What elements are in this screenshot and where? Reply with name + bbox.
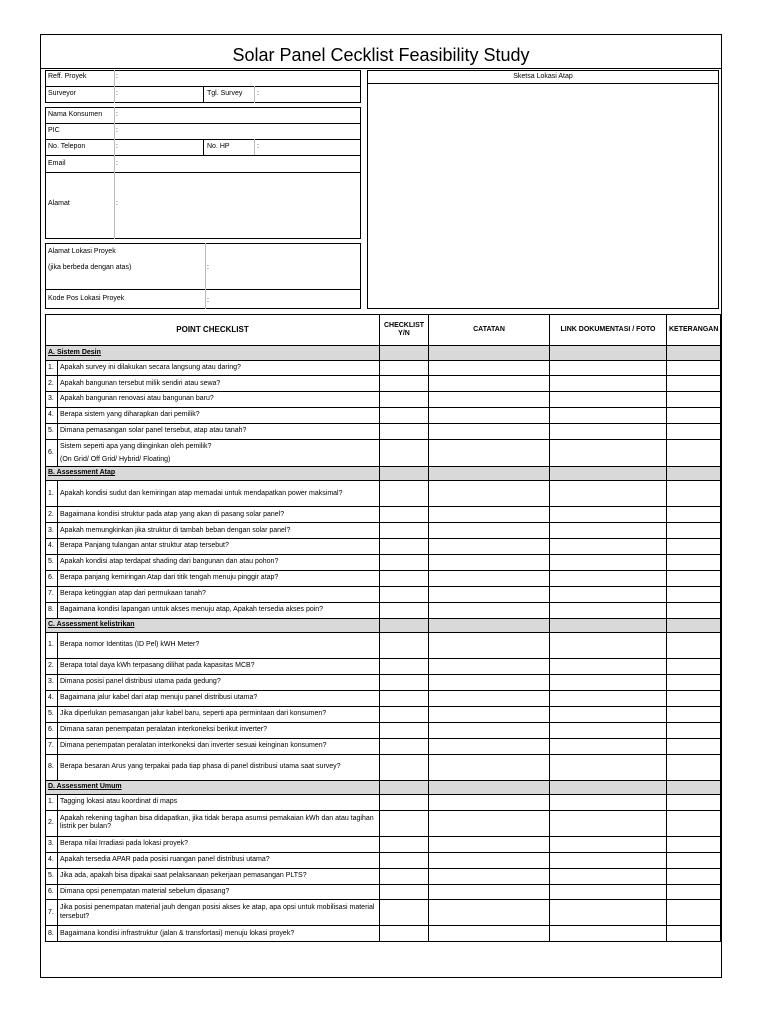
kode-pos-field[interactable]	[212, 290, 358, 308]
checklist-row	[46, 706, 721, 722]
item-number: 3.	[46, 392, 58, 408]
catatan-cell[interactable]	[429, 376, 550, 392]
item-number: 5.	[46, 706, 58, 722]
link-dokumentasi-cell[interactable]	[550, 507, 667, 523]
section-title: D. Assessment Umum	[46, 780, 380, 795]
item-number: 5.	[46, 868, 58, 884]
item-number: 1.	[46, 795, 58, 811]
form-title: Solar Panel Cecklist Feasibility Study	[232, 45, 530, 65]
checklist-yn-cell[interactable]	[380, 754, 429, 780]
catatan-cell[interactable]	[429, 884, 550, 900]
catatan-cell[interactable]	[429, 392, 550, 408]
link-dokumentasi-header: LINK DOKUMENTASI / FOTO	[550, 315, 667, 346]
alamat-lokasi-note: (jika berbeda dengan atas)	[48, 264, 132, 271]
item-question: Apakah memungkinkan jika struktur di tambah beban dengan solar panel?	[58, 523, 380, 539]
checklist-table	[45, 314, 721, 942]
keterangan-cell[interactable]	[667, 675, 721, 691]
checklist-row	[46, 481, 721, 507]
keterangan-cell[interactable]	[667, 738, 721, 754]
checklist-yn-cell[interactable]	[380, 360, 429, 376]
checklist-row	[46, 884, 721, 900]
link-dokumentasi-cell[interactable]	[550, 659, 667, 675]
checklist-yn-cell[interactable]	[380, 926, 429, 942]
catatan-cell[interactable]	[429, 722, 550, 738]
catatan-cell[interactable]	[429, 481, 550, 507]
checklist-row	[46, 926, 721, 942]
item-number: 7.	[46, 900, 58, 926]
item-question: Apakah tersedia APAR pada posisi ruangan panel distribusi utama?	[58, 852, 380, 868]
keterangan-cell[interactable]	[667, 852, 721, 868]
surveyor-label: Surveyor	[48, 90, 77, 97]
section-row	[46, 618, 721, 633]
checklist-row	[46, 376, 721, 392]
item-question: Dimana saran penempatan peralatan interkoneksi berikut inverter?	[58, 722, 380, 738]
checklist-row	[46, 852, 721, 868]
item-number: 4.	[46, 690, 58, 706]
catatan-cell[interactable]	[429, 706, 550, 722]
keterangan-cell[interactable]	[667, 706, 721, 722]
checklist-yn-cell[interactable]	[380, 571, 429, 587]
link-dokumentasi-cell[interactable]	[550, 884, 667, 900]
link-dokumentasi-cell[interactable]	[550, 690, 667, 706]
item-number: 2.	[46, 810, 58, 836]
checklist-row	[46, 690, 721, 706]
link-dokumentasi-cell[interactable]	[550, 926, 667, 942]
item-question: Bagaimana jalur kabel dari atap menuju panel distribusi utama?	[58, 690, 380, 706]
checklist-row	[46, 602, 721, 618]
keterangan-cell[interactable]	[667, 884, 721, 900]
keterangan-cell[interactable]	[667, 571, 721, 587]
pic-label: PIC	[48, 127, 60, 134]
checklist-yn-cell[interactable]	[380, 900, 429, 926]
checklist-yn-cell[interactable]	[380, 633, 429, 659]
no-telepon-label: No. Telepon	[48, 143, 86, 150]
link-dokumentasi-cell[interactable]	[550, 408, 667, 424]
checklist-row	[46, 439, 721, 466]
item-question: Dimana pemasangan solar panel tersebut, atap atau tanah?	[58, 424, 380, 440]
link-dokumentasi-cell[interactable]	[550, 675, 667, 691]
link-dokumentasi-cell[interactable]	[550, 706, 667, 722]
catatan-cell[interactable]	[429, 810, 550, 836]
link-dokumentasi-cell[interactable]	[550, 571, 667, 587]
checklist-row	[46, 722, 721, 738]
item-question: Bagaimana kondisi struktur pada atap yang akan di pasang solar panel?	[58, 507, 380, 523]
item-question: Bagaimana kondisi infrastruktur (jalan & transfortasi) menuju lokasi proyek?	[58, 926, 380, 942]
no-hp-field[interactable]	[262, 140, 358, 154]
section-row	[46, 466, 721, 481]
alamat-label: Alamat	[48, 200, 70, 207]
catatan-cell[interactable]	[429, 408, 550, 424]
link-dokumentasi-cell[interactable]	[550, 439, 667, 466]
catatan-cell[interactable]	[429, 738, 550, 754]
item-number: 6.	[46, 439, 58, 466]
item-number: 6.	[46, 722, 58, 738]
item-number: 3.	[46, 675, 58, 691]
catatan-cell[interactable]	[429, 795, 550, 811]
keterangan-cell[interactable]	[667, 602, 721, 618]
keterangan-cell[interactable]	[667, 376, 721, 392]
checklist-yn-cell[interactable]	[380, 659, 429, 675]
link-dokumentasi-cell[interactable]	[550, 424, 667, 440]
checklist-yn-cell[interactable]	[380, 706, 429, 722]
item-number: 8.	[46, 926, 58, 942]
checklist-yn-header: CHECKLIST Y/N	[380, 315, 429, 346]
catatan-cell[interactable]	[429, 900, 550, 926]
checklist-yn-cell[interactable]	[380, 602, 429, 618]
tgl-survey-label: Tgl. Survey	[207, 90, 243, 97]
link-dokumentasi-cell[interactable]	[550, 555, 667, 571]
checklist-yn-cell[interactable]	[380, 408, 429, 424]
pic-field[interactable]	[122, 124, 358, 138]
link-dokumentasi-cell[interactable]	[550, 376, 667, 392]
checklist-yn-cell[interactable]	[380, 722, 429, 738]
keterangan-cell[interactable]	[667, 439, 721, 466]
checklist-yn-cell[interactable]	[380, 539, 429, 555]
item-question: Dimana posisi panel distribusi utama pada gedung?	[58, 675, 380, 691]
checklist-row	[46, 659, 721, 675]
item-question: Apakah bangunan tersebut milik sendiri atau sewa?	[58, 376, 380, 392]
item-number: 2.	[46, 376, 58, 392]
link-dokumentasi-cell[interactable]	[550, 868, 667, 884]
keterangan-cell[interactable]	[667, 633, 721, 659]
item-question: Apakah kondisi atap terdapat shading dari bangunan dan atau pohon?	[58, 555, 380, 571]
item-number: 5.	[46, 424, 58, 440]
item-question: Jika diperlukan pemasangan jalur kabel baru, seperti apa permintaan dari konsumen?	[58, 706, 380, 722]
catatan-cell[interactable]	[429, 868, 550, 884]
keterangan-cell[interactable]	[667, 539, 721, 555]
link-dokumentasi-cell[interactable]	[550, 602, 667, 618]
checklist-row	[46, 539, 721, 555]
catatan-cell[interactable]	[429, 675, 550, 691]
item-number: 6.	[46, 571, 58, 587]
link-dokumentasi-cell[interactable]	[550, 586, 667, 602]
link-dokumentasi-cell[interactable]	[550, 481, 667, 507]
link-dokumentasi-cell[interactable]	[550, 633, 667, 659]
checklist-yn-cell[interactable]	[380, 852, 429, 868]
checklist-row	[46, 675, 721, 691]
item-number: 4.	[46, 852, 58, 868]
item-number: 4.	[46, 539, 58, 555]
keterangan-cell[interactable]	[667, 722, 721, 738]
link-dokumentasi-cell[interactable]	[550, 539, 667, 555]
catatan-cell[interactable]	[429, 690, 550, 706]
surveyor-field[interactable]	[122, 87, 202, 102]
catatan-cell[interactable]	[429, 586, 550, 602]
checklist-row	[46, 586, 721, 602]
checklist-row	[46, 810, 721, 836]
checklist-yn-cell[interactable]	[380, 868, 429, 884]
checklist-row	[46, 424, 721, 440]
checklist-yn-cell[interactable]	[380, 884, 429, 900]
item-question: Jika ada, apakah bisa dipakai saat pelaksanaan pekerjaan pemasangan PLTS?	[58, 868, 380, 884]
checklist-yn-cell[interactable]	[380, 376, 429, 392]
item-question: Apakah rekening tagihan bisa didapatkan, jika tidak berapa asumsi pemakaian kWh dan atau tagihan listrik per bulan?	[58, 810, 380, 836]
checklist-yn-cell[interactable]	[380, 690, 429, 706]
keterangan-cell[interactable]	[667, 926, 721, 942]
keterangan-cell[interactable]	[667, 810, 721, 836]
catatan-cell[interactable]	[429, 633, 550, 659]
checklist-row	[46, 795, 721, 811]
checklist-yn-cell[interactable]	[380, 795, 429, 811]
keterangan-cell[interactable]	[667, 690, 721, 706]
item-number: 5.	[46, 555, 58, 571]
title-divider	[40, 68, 722, 69]
link-dokumentasi-cell[interactable]	[550, 722, 667, 738]
checklist-row	[46, 738, 721, 754]
item-question: Jika posisi penempatan material jauh dengan posisi akses ke atap, apa opsi untuk mobilisasi material tersebut?	[58, 900, 380, 926]
section-title: B. Assessment Atap	[46, 466, 380, 481]
keterangan-cell[interactable]	[667, 586, 721, 602]
item-number: 2.	[46, 659, 58, 675]
item-number: 3.	[46, 836, 58, 852]
item-number: 7.	[46, 586, 58, 602]
checklist-yn-cell[interactable]	[380, 586, 429, 602]
item-question: Berapa sistem yang diharapkan dari pemilik?	[58, 408, 380, 424]
section-title: A. Sistem Desin	[46, 346, 380, 361]
catatan-cell[interactable]	[429, 836, 550, 852]
keterangan-cell[interactable]	[667, 836, 721, 852]
reff-proyek-field[interactable]	[122, 71, 358, 85]
link-dokumentasi-cell[interactable]	[550, 754, 667, 780]
keterangan-cell[interactable]	[667, 868, 721, 884]
item-number: 7.	[46, 738, 58, 754]
item-number: 1.	[46, 360, 58, 376]
checklist-row	[46, 392, 721, 408]
section-title: C. Assessment kelistrikan	[46, 618, 380, 633]
catatan-header: CATATAN	[429, 315, 550, 346]
alamat-lokasi-label: Alamat Lokasi Proyek	[48, 248, 116, 255]
keterangan-cell[interactable]	[667, 900, 721, 926]
keterangan-cell[interactable]	[667, 659, 721, 675]
keterangan-cell[interactable]	[667, 754, 721, 780]
checklist-row	[46, 523, 721, 539]
link-dokumentasi-cell[interactable]	[550, 900, 667, 926]
item-question: Berapa ketinggian atap dari permukaan tanah?	[58, 586, 380, 602]
checklist-yn-cell[interactable]	[380, 555, 429, 571]
catatan-cell[interactable]	[429, 852, 550, 868]
link-dokumentasi-cell[interactable]	[550, 810, 667, 836]
item-question: Berapa nomor Identitas (ID Pel) kWH Meter?	[58, 633, 380, 659]
link-dokumentasi-cell[interactable]	[550, 795, 667, 811]
catatan-cell[interactable]	[429, 926, 550, 942]
catatan-cell[interactable]	[429, 555, 550, 571]
keterangan-cell[interactable]	[667, 392, 721, 408]
item-question: Berapa Panjang tulangan antar struktur atap tersebut?	[58, 539, 380, 555]
item-question: Berapa panjang kemiringan Atap dari titik tengah menuju pinggir atap?	[58, 571, 380, 587]
checklist-yn-cell[interactable]	[380, 523, 429, 539]
checklist-row	[46, 836, 721, 852]
nama-konsumen-label: Nama Konsumen	[48, 111, 103, 118]
item-question: Berapa total daya kWh terpasang dilihat pada kapasitas MCB?	[58, 659, 380, 675]
keterangan-cell[interactable]	[667, 360, 721, 376]
checklist-row	[46, 571, 721, 587]
link-dokumentasi-cell[interactable]	[550, 836, 667, 852]
checklist-row	[46, 754, 721, 780]
checklist-yn-cell[interactable]	[380, 439, 429, 466]
kode-pos-label: Kode Pos Lokasi Proyek	[48, 295, 125, 302]
point-checklist-header: POINT CHECKLIST	[46, 315, 380, 346]
keterangan-cell[interactable]	[667, 795, 721, 811]
item-question: Apakah survey ini dilakukan secara langsung atau daring?	[58, 360, 380, 376]
catatan-cell[interactable]	[429, 424, 550, 440]
checklist-yn-cell[interactable]	[380, 675, 429, 691]
keterangan-cell[interactable]	[667, 523, 721, 539]
checklist-row	[46, 555, 721, 571]
item-number: 6.	[46, 884, 58, 900]
checklist-yn-cell[interactable]	[380, 507, 429, 523]
alamat-field[interactable]	[122, 173, 358, 237]
item-question: Dimana penempatan peralatan interkoneksi dan inverter sesuai keinginan konsumen?	[58, 738, 380, 754]
item-number: 1.	[46, 481, 58, 507]
checklist-yn-cell[interactable]	[380, 392, 429, 408]
item-number: 2.	[46, 507, 58, 523]
item-question: Apakah bangunan renovasi atau bangunan baru?	[58, 392, 380, 408]
email-field[interactable]	[122, 156, 358, 171]
item-number: 4.	[46, 408, 58, 424]
no-telepon-field[interactable]	[122, 140, 202, 154]
item-number: 8.	[46, 602, 58, 618]
link-dokumentasi-cell[interactable]	[550, 738, 667, 754]
no-hp-label: No. HP	[207, 143, 230, 150]
item-number: 3.	[46, 523, 58, 539]
item-number: 8.	[46, 754, 58, 780]
link-dokumentasi-cell[interactable]	[550, 360, 667, 376]
alamat-lokasi-field[interactable]	[212, 244, 358, 288]
link-dokumentasi-cell[interactable]	[550, 523, 667, 539]
section-row	[46, 780, 721, 795]
checklist-yn-cell[interactable]	[380, 738, 429, 754]
nama-konsumen-field[interactable]	[122, 108, 358, 122]
catatan-cell[interactable]	[429, 571, 550, 587]
email-label: Email	[48, 160, 66, 167]
checklist-row	[46, 633, 721, 659]
roof-sketch-title: Sketsa Lokasi Atap	[513, 73, 573, 80]
catatan-cell[interactable]	[429, 439, 550, 466]
checklist-yn-cell[interactable]	[380, 424, 429, 440]
catatan-cell[interactable]	[429, 539, 550, 555]
item-question: Sistem seperti apa yang diinginkan oleh pemilik? (On Grid/ Off Grid/ Hybrid/ Floating)	[58, 439, 380, 466]
item-question: Dimana opsi penempatan material sebelum dipasang?	[58, 884, 380, 900]
item-number: 1.	[46, 633, 58, 659]
item-question: Apakah kondisi sudut dan kemiringan atap memadai untuk mendapatkan power maksimal?	[58, 481, 380, 507]
item-question: Berapa besaran Arus yang terpakai pada tiap phasa di panel distribusi utama saat survey?	[58, 754, 380, 780]
checklist-row	[46, 900, 721, 926]
checklist-row	[46, 360, 721, 376]
checklist-row	[46, 408, 721, 424]
link-dokumentasi-cell[interactable]	[550, 392, 667, 408]
catatan-cell[interactable]	[429, 507, 550, 523]
reff-proyek-label: Reff. Proyek	[48, 73, 87, 80]
checklist-row	[46, 507, 721, 523]
checklist-row	[46, 868, 721, 884]
keterangan-header: KETERANGAN	[667, 315, 721, 346]
checklist-yn-cell[interactable]	[380, 836, 429, 852]
catatan-cell[interactable]	[429, 659, 550, 675]
catatan-cell[interactable]	[429, 754, 550, 780]
keterangan-cell[interactable]	[667, 408, 721, 424]
checklist-yn-cell[interactable]	[380, 481, 429, 507]
keterangan-cell[interactable]	[667, 481, 721, 507]
catatan-cell[interactable]	[429, 602, 550, 618]
catatan-cell[interactable]	[429, 523, 550, 539]
item-question: Berapa nilai Irradiasi pada lokasi proyek?	[58, 836, 380, 852]
tgl-survey-field[interactable]	[262, 87, 358, 102]
keterangan-cell[interactable]	[667, 424, 721, 440]
checklist-yn-cell[interactable]	[380, 810, 429, 836]
link-dokumentasi-cell[interactable]	[550, 852, 667, 868]
keterangan-cell[interactable]	[667, 555, 721, 571]
item-question: Bagaimana kondisi lapangan untuk akses menuju atap, Apakah tersedia akses poin?	[58, 602, 380, 618]
roof-sketch-box[interactable]	[367, 70, 719, 309]
section-row	[46, 346, 721, 361]
catatan-cell[interactable]	[429, 360, 550, 376]
keterangan-cell[interactable]	[667, 507, 721, 523]
item-question: Tagging lokasi atau koordinat di maps	[58, 795, 380, 811]
